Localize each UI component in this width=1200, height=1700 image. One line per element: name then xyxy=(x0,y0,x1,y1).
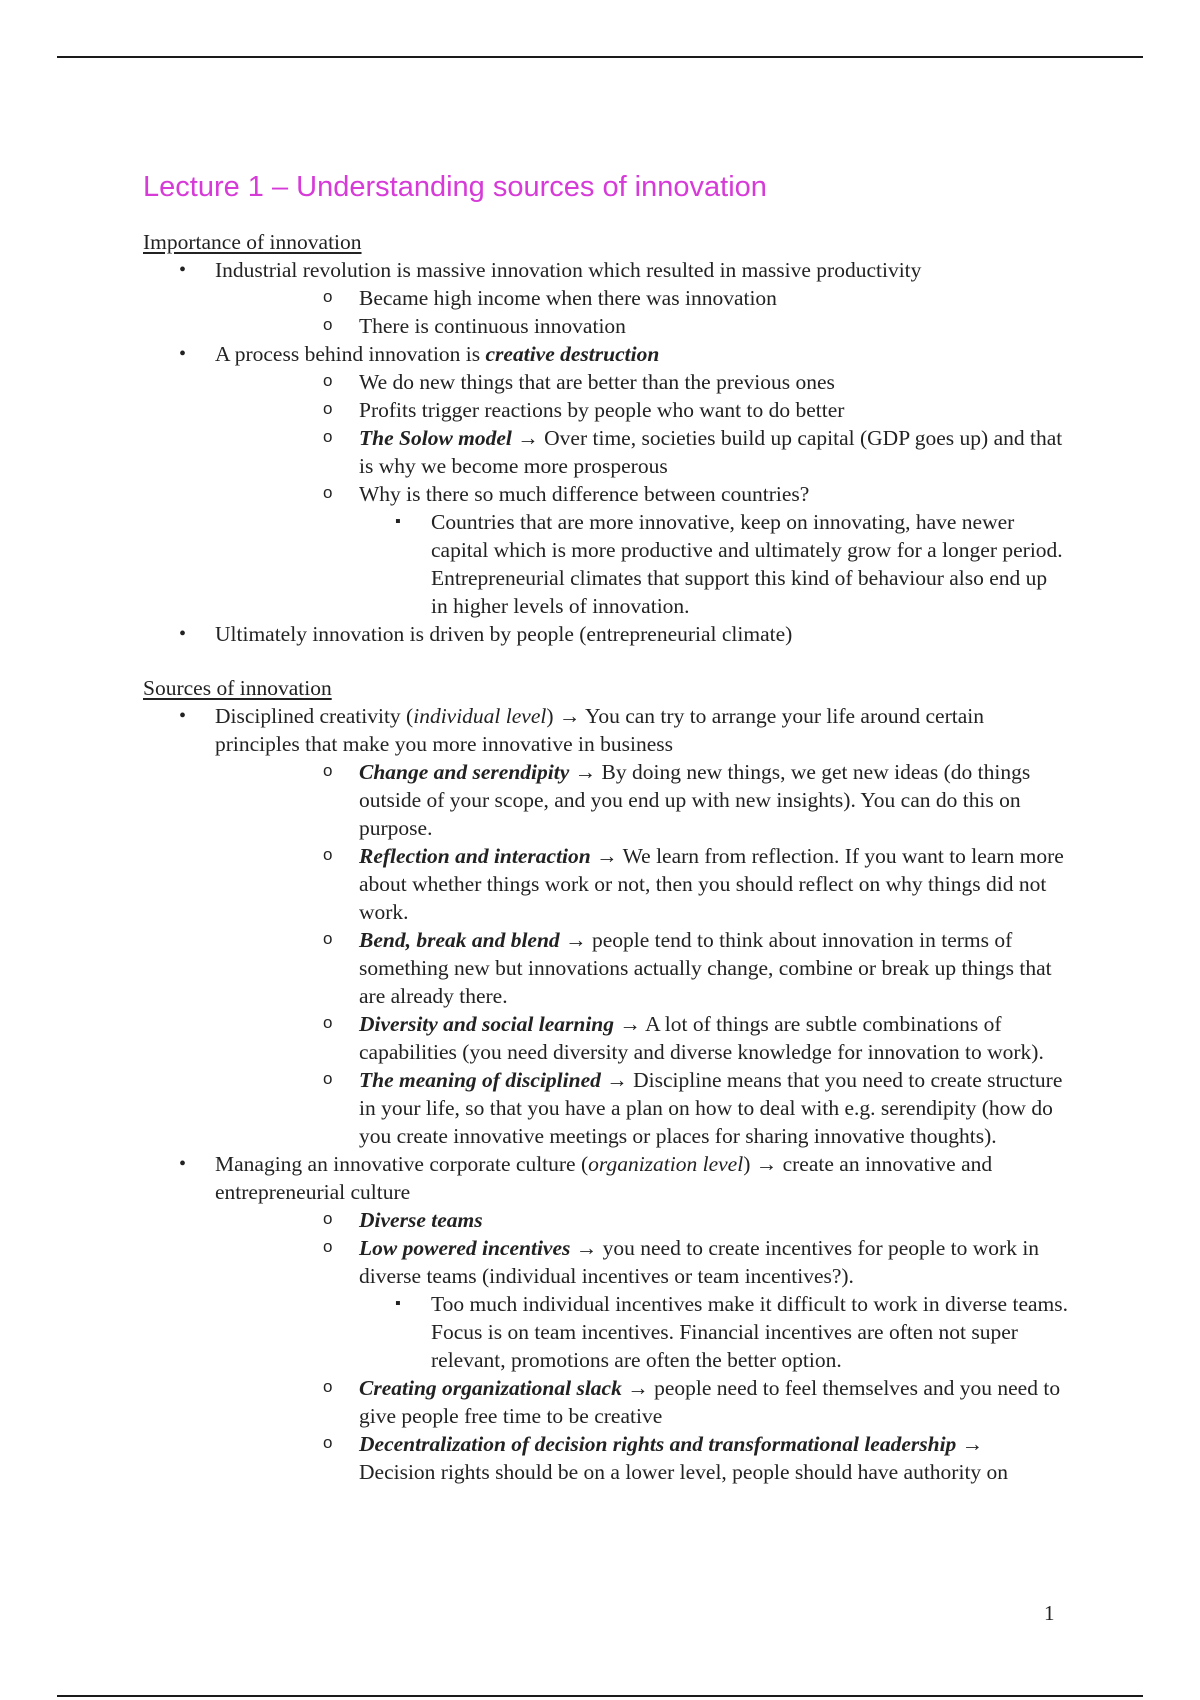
list-item xyxy=(143,620,1068,648)
bullet-text: ) → You can try to arrange your life around certain principles that make you more innovative in business xyxy=(215,704,984,756)
list-item xyxy=(143,1150,1068,1486)
sub-item-text: → you need to create incentives for people to work in diverse teams (individual incentives or team incentives?). xyxy=(359,1236,1040,1288)
footer-rule xyxy=(57,1695,1143,1697)
sub-list-item xyxy=(287,1010,1068,1066)
bullet-text: A process behind innovation is xyxy=(215,342,486,366)
sub-list xyxy=(215,284,1068,340)
emphasis-term: Low powered incentives xyxy=(359,1236,571,1260)
sub-item-text: We do new things that are better than the previous ones xyxy=(359,370,835,394)
bullet-text: Ultimately innovation is driven by people (entrepreneurial climate) xyxy=(215,622,793,646)
sources-list xyxy=(143,702,1068,1486)
list-item xyxy=(143,256,1068,340)
sub-list-item xyxy=(287,758,1068,842)
bullet-text: ) → create an innovative and entrepreneurial culture xyxy=(215,1152,993,1204)
sub-list-item xyxy=(287,1374,1068,1430)
bullet-text: Disciplined creativity ( xyxy=(215,704,414,728)
section-heading-sources: Sources of innovation xyxy=(143,676,332,700)
emphasis-term: Change and serendipity xyxy=(359,760,570,784)
section-heading-importance: Importance of innovation xyxy=(143,230,362,254)
sub-list-item xyxy=(287,1234,1068,1374)
list-item xyxy=(143,702,1068,1150)
sub-list-item xyxy=(287,396,1068,424)
emphasis-term: Creating organizational slack xyxy=(359,1376,622,1400)
emphasis-term: Reflection and interaction xyxy=(359,844,591,868)
sub-list-item xyxy=(287,424,1068,480)
sub-item-text: → people need to feel themselves and you need to give people free time to be creative xyxy=(359,1376,1061,1428)
page-number: 1 xyxy=(1044,1601,1055,1625)
sub-item-text: Profits trigger reactions by people who want to do better xyxy=(359,398,845,422)
emphasis-term: Diverse teams xyxy=(359,1208,483,1232)
emphasis-term: The Solow model xyxy=(359,426,512,450)
sub-list-item xyxy=(287,284,1068,312)
lecture-title: Lecture 1 – Understanding sources of innovation xyxy=(143,171,767,203)
sub-list xyxy=(215,1206,1068,1486)
sub-item-text: → Over time, societies build up capital (GDP goes up) and that is why we become more prosperous xyxy=(359,426,1063,478)
header-rule xyxy=(57,56,1143,58)
sub-list-item xyxy=(287,480,1068,620)
italic-term: organization level xyxy=(588,1152,744,1176)
list-item xyxy=(143,340,1068,620)
sub-item-text: → We learn from reflection. If you want to learn more about whether things work or not, then you should reflect on why things did not work. xyxy=(359,844,1064,924)
sub-list-item xyxy=(287,1430,1068,1486)
detail-list xyxy=(287,1290,1068,1374)
sub-item-text: → A lot of things are subtle combinations of capabilities (you need diversity and diverse knowledge for innovation to work). xyxy=(359,1012,1044,1064)
sub-item-text: Became high income when there was innovation xyxy=(359,286,777,310)
bullet-text: Managing an innovative corporate culture ( xyxy=(215,1152,589,1176)
sub-list-item xyxy=(287,842,1068,926)
sub-list xyxy=(215,758,1068,1150)
sub-item-text: There is continuous innovation xyxy=(359,314,626,338)
emphasis-term: creative destruction xyxy=(485,342,660,366)
sub-item-text: Why is there so much difference between countries? xyxy=(359,482,810,506)
sub-list-item xyxy=(287,1066,1068,1150)
arrow-symbol: → xyxy=(956,1432,984,1456)
sub-item-text: → By doing new things, we get new ideas (do things outside of your scope, and you end up with new insights). You can do this on purpose. xyxy=(359,760,1031,840)
bullet-text: Industrial revolution is massive innovation which resulted in massive productivity xyxy=(215,258,922,282)
detail-item xyxy=(359,1290,1068,1374)
italic-term: individual level xyxy=(413,704,547,728)
emphasis-term: Bend, break and blend xyxy=(359,928,560,952)
emphasis-term: The meaning of disciplined xyxy=(359,1068,601,1092)
sub-list-item xyxy=(287,926,1068,1010)
detail-text: Too much individual incentives make it difficult to work in diverse teams. Focus is on team incentives. Financial incentives are often not super relevant, promotions are often the better option. xyxy=(431,1292,1068,1372)
importance-list xyxy=(143,256,1068,648)
sub-list xyxy=(215,368,1068,620)
emphasis-term: Diversity and social learning xyxy=(359,1012,615,1036)
detail-item xyxy=(359,508,1068,620)
sub-list-item xyxy=(287,1206,1068,1234)
sub-list-item xyxy=(287,312,1068,340)
detail-list xyxy=(287,508,1068,620)
sub-list-item xyxy=(287,368,1068,396)
sub-item-text: Decision rights should be on a lower level, people should have authority on xyxy=(359,1460,1009,1484)
sub-item-text: → Discipline means that you need to create structure in your life, so that you have a plan on how to deal with e.g. serendipity (how do you create innovative meetings or places for sharing innovative thoughts). xyxy=(359,1068,1063,1148)
sub-item-text: → people tend to think about innovation in terms of something new but innovations actually change, combine or break up things that are already there. xyxy=(359,928,1052,1008)
emphasis-term: Decentralization of decision rights and transformational leadership xyxy=(359,1432,957,1456)
page-content xyxy=(143,168,1068,1486)
detail-text: Countries that are more innovative, keep on innovating, have newer capital which is more productive and ultimately grow for a longer period. Entrepreneurial climates that support this kind of behaviour also end up in higher levels of innovation. xyxy=(431,510,1063,618)
